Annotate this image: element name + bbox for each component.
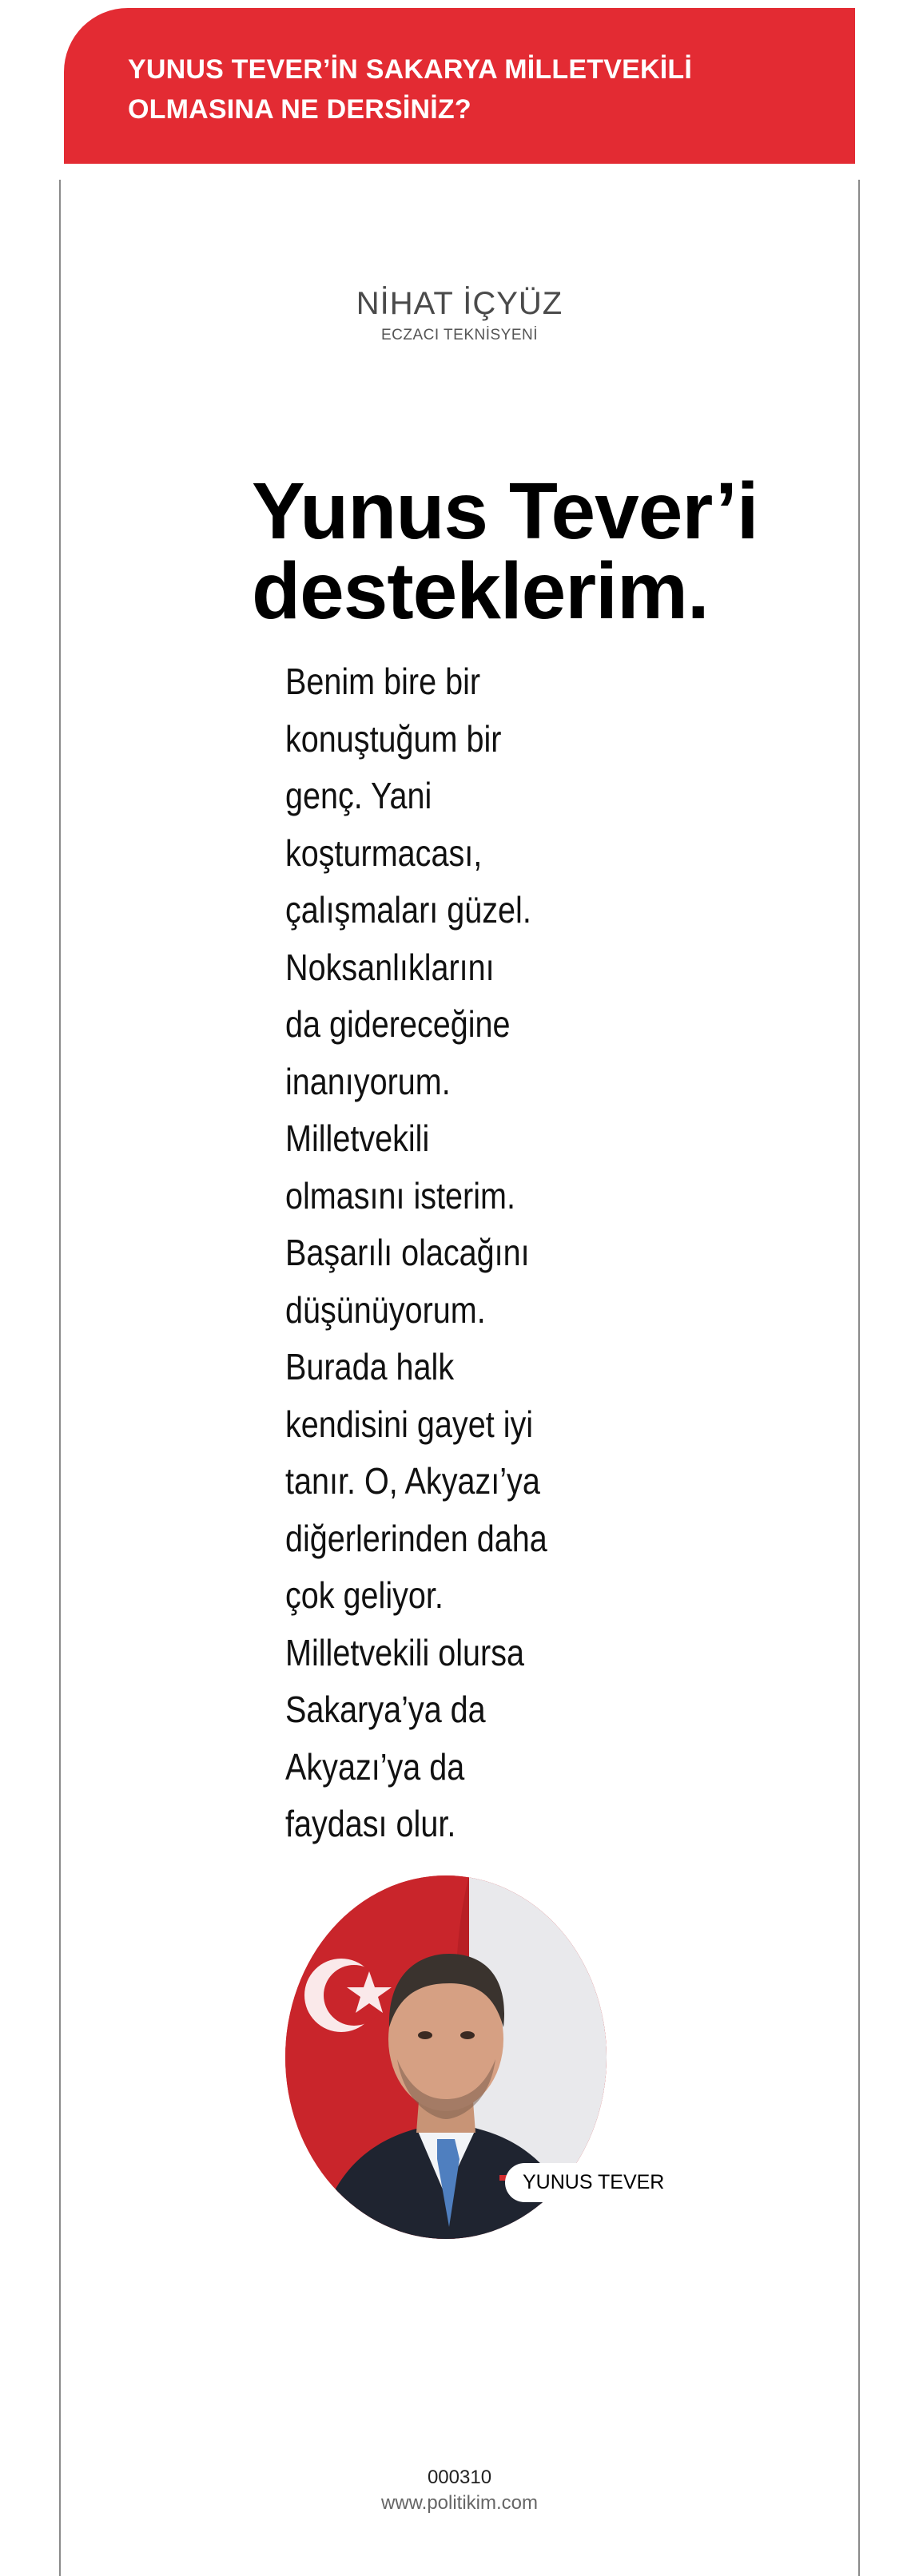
- quote-line: koşturmacası,: [285, 832, 483, 874]
- quote-line: kendisini gayet iyi: [285, 1403, 534, 1445]
- headline-line-1: Yunus Tever’i: [252, 466, 758, 556]
- title-line-2: OLMASINA NE DERSİNİZ?: [128, 94, 471, 125]
- footer-url[interactable]: www.politikim.com: [380, 2492, 539, 2514]
- headline: [252, 466, 859, 636]
- quote-line: çok geliyor.: [285, 1574, 444, 1616]
- quote-body: [285, 653, 621, 1853]
- headline-line-2: desteklerim.: [252, 546, 709, 636]
- frame-left-border: [59, 180, 61, 2576]
- quote-line: Sakarya’ya da: [285, 1689, 486, 1730]
- quote-line: Noksanlıklarını: [285, 946, 495, 988]
- quote-line: tanır. O, Akyazı’ya: [285, 1460, 540, 1502]
- title-line-1: YUNUS TEVER’İN SAKARYA MİLLETVEKİLİ: [128, 54, 692, 85]
- quote-line: Benim bire bir: [285, 661, 481, 702]
- quote-line: olmasını isterim.: [285, 1174, 515, 1217]
- portrait-block: [285, 1875, 665, 2239]
- quote-line: çalışmaları güzel.: [285, 889, 531, 931]
- quote-line: konuştuğum bir: [285, 717, 502, 760]
- quote-line: da gidereceğine: [285, 1003, 511, 1045]
- respondent-block: [0, 286, 919, 344]
- respondent-role: ECZACI TEKNİSYENİ: [380, 327, 539, 343]
- portrait-caption: YUNUS TEVER: [505, 2163, 680, 2202]
- header-banner: [64, 8, 855, 164]
- quote-line: inanıyorum.: [285, 1060, 451, 1102]
- quote-line: faydası olur.: [285, 1803, 456, 1844]
- quote-line: genç. Yani: [285, 775, 432, 816]
- footer-code: 000310: [427, 2467, 492, 2488]
- quote-line: Milletvekili olursa: [285, 1631, 524, 1673]
- quote-line: Milletvekili: [285, 1117, 430, 1159]
- footer: [0, 2465, 919, 2516]
- page-title: [128, 50, 855, 129]
- quote-line: Burada halk: [285, 1346, 455, 1387]
- quote-line: Akyazı’ya da: [285, 1745, 465, 1788]
- quote-line: düşünüyorum.: [285, 1288, 486, 1331]
- respondent-name: NİHAT İÇYÜZ: [356, 286, 563, 321]
- quote-line: Başarılı olacağını: [285, 1232, 530, 1273]
- quote-line: diğerlerinden daha: [285, 1517, 547, 1559]
